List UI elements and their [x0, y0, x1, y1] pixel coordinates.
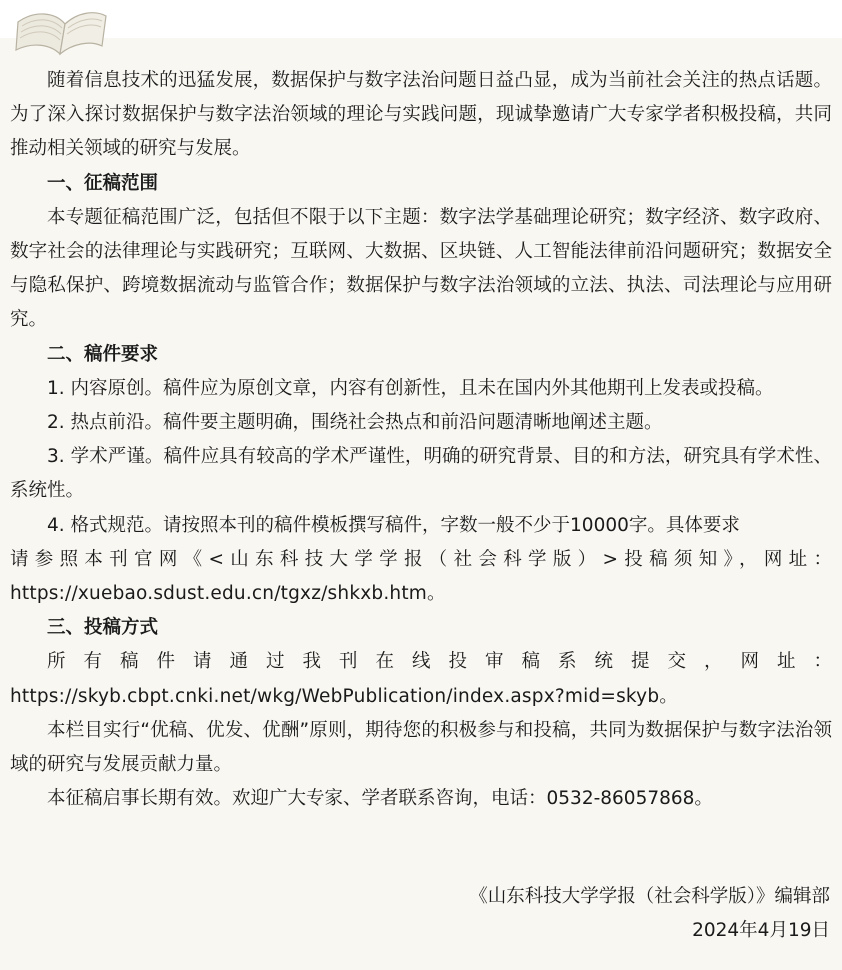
principle-paragraph: 本栏目实行“优稿、优发、优酬”原则，期待您的积极参与和投稿，共同为数据保护与数字法治领域的研究与发展贡献力量。 — [10, 719, 832, 776]
article-body — [10, 64, 832, 816]
open-book-icon — [10, 2, 110, 60]
header-band — [0, 0, 842, 38]
section-heading-scope: 一、征稿范围 — [47, 172, 159, 194]
intro-paragraph: 随着信息技术的迅猛发展，数据保护与数字法治问题日益凸显，成为当前社会关注的热点话题。为了深入探讨数据保护与数字法治领域的理论与实践问题，现诚挚邀请广大专家学者积极投稿，共同推动相关领域的研究与发展。 — [10, 70, 832, 160]
requirement-item-4-line1: 4. 格式规范。请按照本刊的稿件模板撰写稿件，字数一般不少于10000字。具体要求 — [47, 514, 740, 536]
requirement-item-3: 3. 学术严谨。稿件应具有较高的学术严谨性，明确的研究背景、目的和方法，研究具有学术性、系统性。 — [10, 446, 832, 502]
submission-system-link[interactable]: https://skyb.cbpt.cnki.net/wkg/WebPublication/index.aspx?mid=skyb。 — [10, 685, 678, 707]
signature-date: 2024年4月19日 — [692, 920, 830, 941]
submission-line: 所有稿件请通过我刊在线投审稿系统提交，网址： — [47, 651, 832, 673]
section-heading-requirements: 二、稿件要求 — [47, 343, 159, 365]
validity-paragraph: 本征稿启事长期有效。欢迎广大专家、学者联系咨询，电话：0532-86057868。 — [47, 788, 713, 810]
scope-paragraph: 本专题征稿范围广泛，包括但不限于以下主题：数字法学基础理论研究；数字经济、数字政府、数字社会的法律理论与实践研究；互联网、大数据、区块链、人工智能法律前沿问题研究；数据安全与隐私保护、跨境数据流动与监管合作；数据保护与数字法治领域的立法、执法、司法理论与应用研究。 — [10, 206, 832, 331]
requirement-item-2: 2. 热点前沿。稿件要主题明确，围绕社会热点和前沿问题清晰地阐述主题。 — [47, 412, 663, 434]
requirement-item-1: 1. 内容原创。稿件应为原创文章，内容有创新性，且未在国内外其他期刊上发表或投稿。 — [47, 377, 774, 399]
section-heading-submission: 三、投稿方式 — [47, 617, 159, 639]
journal-website-link[interactable]: https://xuebao.sdust.edu.cn/tgxz/shkxb.htm。 — [10, 583, 446, 605]
signature-org: 《山东科技大学学报（社会科学版）》编辑部 — [469, 886, 830, 907]
requirement-item-4-line2: 请参照本刊官网《<山东科技大学学报（社会科学版）>投稿须知》，网址： — [10, 548, 832, 570]
